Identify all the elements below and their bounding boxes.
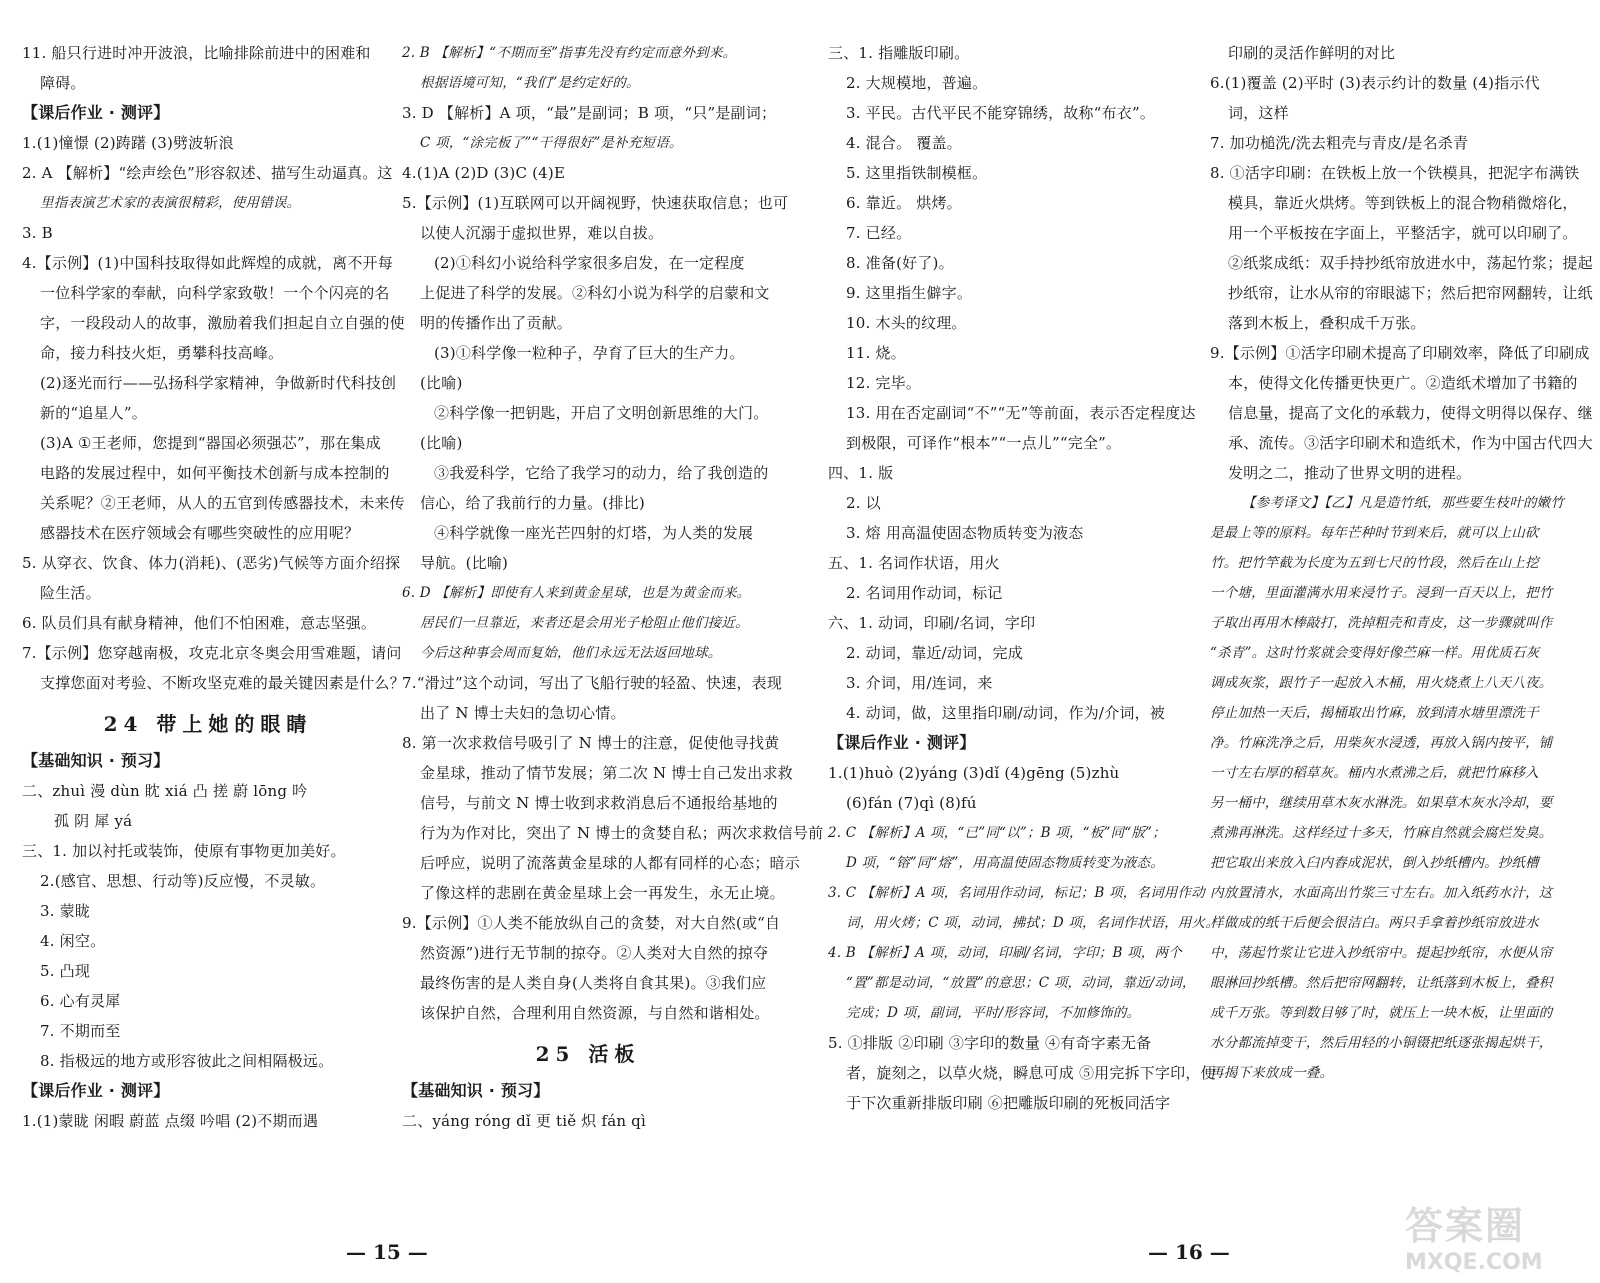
text-line: 二、yáng róng dǐ 更 tiě 炽 fán qì — [402, 1112, 646, 1130]
text-line: 4. 闲空。 — [40, 932, 106, 950]
text-line: 9.【示例】①活字印刷术提高了印刷效率，降低了印刷成 — [1210, 344, 1590, 362]
text-line: 出了 N 博士夫妇的急切心情。 — [420, 704, 626, 722]
text-line: 险生活。 — [40, 584, 101, 602]
text-line: 8. 准备(好了)。 — [846, 254, 954, 272]
text-line: 7. 已经。 — [846, 224, 912, 242]
text-line: “杀青”。这时竹浆就会变得好像苎麻一样。用优质石灰 — [1210, 645, 1540, 661]
text-line: 1.(1)huò (2)yáng (3)dǐ (4)gēng (5)zhù — [828, 764, 1120, 782]
text-line: 承、流传。③活字印刷术和造纸术，作为中国古代四大 — [1228, 434, 1593, 452]
text-line: 子取出再用木棒敲打，洗掉粗壳和青皮，这一步骤就叫作 — [1210, 615, 1553, 631]
text-line: 8. 指极远的地方或形容彼此之间相隔极远。 — [40, 1052, 334, 1070]
text-line: 停止加热一天后，揭桶取出竹麻，放到清水塘里漂洗干 — [1210, 705, 1539, 721]
text-line: 2. C 【解析】A 项，“已”同“以”；B 项，“板”同“版”； — [828, 825, 1166, 841]
text-line: 根据语境可知，“我们”是约定好的。 — [420, 75, 640, 91]
text-line: 4. 混合。 覆盖。 — [846, 134, 962, 152]
text-line: C 项，“涂完板了”“干得很好”是补充短语。 — [420, 135, 683, 151]
text-line: 净。竹麻洗净之后，用柴灰水浸透，再放入锅内按平，铺 — [1210, 735, 1553, 751]
text-line: 3. B — [22, 224, 53, 242]
text-line: 本，使得文化传播更快更广。②造纸术增加了书籍的 — [1228, 374, 1578, 392]
text-line: 2.(感官、思想、行动等)反应慢，不灵敏。 — [40, 872, 326, 890]
text-line: 一个塘，里面灌满水用来浸竹子。浸到一百天以上，把竹 — [1210, 585, 1553, 601]
text-line: 里指表演艺术家的表演很精彩，使用错误。 — [40, 195, 301, 211]
text-line: 五、1. 名词作状语，用火 — [828, 554, 1000, 572]
text-line: 5. 从穿衣、饮食、体力(消耗)、(恶劣)气候等方面介绍探 — [22, 554, 401, 572]
text-line: 7. 加功槌洗/洗去粗壳与青皮/是名杀青 — [1210, 134, 1469, 152]
text-line: 4. 动词，做，这里指印刷/动词，作为/介词，被 — [846, 704, 1165, 722]
text-line: 7. 不期而至 — [40, 1022, 121, 1040]
text-line: 障碍。 — [40, 74, 86, 92]
text-line: 该保护自然，合理利用自然资源，与自然和谐相处。 — [420, 1004, 770, 1022]
text-line: 以使人沉溺于虚拟世界，难以自拔。 — [420, 224, 664, 242]
section-heading: 【基础知识 · 预习】 — [22, 751, 170, 770]
text-line: 三、1. 指雕版印刷。 — [828, 44, 970, 62]
column-1 — [22, 38, 405, 1136]
text-line: 13. 用在否定副词“不”“无”等前面，表示否定程度达 — [846, 404, 1196, 422]
text-line: 2. 以 — [846, 494, 881, 512]
text-line: 7.【示例】您穿越南极，攻克北京冬奥会用雪难题，请问 — [22, 644, 402, 662]
text-line: 发明之二，推动了世界文明的进程。 — [1228, 464, 1472, 482]
text-line: 2. 名词用作动词，标记 — [846, 584, 1003, 602]
lesson-title: 24 带上她的眼睛 — [103, 712, 313, 736]
text-line: 样做成的纸干后便会很洁白。两只手拿着抄纸帘放进水 — [1210, 915, 1539, 931]
text-line: 中，荡起竹浆让它进入抄纸帘中。提起抄纸帘，水便从帘 — [1210, 945, 1553, 961]
text-line: 明的传播作出了贡献。 — [420, 314, 573, 332]
text-line: 2. B 【解析】“不期而至”指事先没有约定而意外到来。 — [402, 45, 737, 61]
text-line: 感器技术在医疗领域会有哪些突破性的应用呢？ — [40, 524, 360, 542]
column-2 — [402, 38, 824, 1136]
text-line: 是最上等的原料。每年芒种时节到来后，就可以上山砍 — [1210, 525, 1539, 541]
text-line: 6. 靠近。 烘烤。 — [846, 194, 962, 212]
text-line: ④科学就像一座光芒四射的灯塔，为人类的发展 — [434, 524, 754, 542]
text-line: 8. ①活字印刷：在铁板上放一个铁模具，把泥字布满铁 — [1210, 164, 1580, 182]
text-line: 了像这样的悲剧在黄金星球上会一再发生，永无止境。 — [420, 884, 785, 902]
text-line: 内放置清水，水面高出竹浆三寸左右。加入纸药水汁，这 — [1210, 885, 1553, 901]
text-line: 3. 介词，用/连词，来 — [846, 674, 993, 692]
text-line: 模具，靠近火烘烤。等到铁板上的混合物稍微熔化， — [1228, 194, 1578, 212]
section-heading: 【课后作业 · 测评】 — [22, 1081, 170, 1100]
text-line: 9.【示例】①人类不能放纵自己的贪婪，对大自然(或“自 — [402, 914, 781, 932]
section-heading: 【课后作业 · 测评】 — [22, 103, 170, 122]
text-line: 10. 木头的纹理。 — [846, 314, 967, 332]
text-line: ②科学像一把钥匙，开启了文明创新思维的大门。 — [434, 404, 769, 422]
text-line: “置”都是动词，“放置”的意思；C 项，动词，靠近/动词， — [846, 975, 1196, 991]
text-line: 三、1. 加以衬托或装饰，使原有事物更加美好。 — [22, 842, 346, 860]
text-line: 再揭下来放成一叠。 — [1210, 1065, 1334, 1081]
text-line: 9. 这里指生僻字。 — [846, 284, 973, 302]
text-line: 电路的发展过程中，如何平衡技术创新与成本控制的 — [40, 464, 390, 482]
text-line: 4.(1)A (2)D (3)C (4)E — [402, 164, 566, 182]
text-line: 3. 熔 用高温使固态物质转变为液态 — [846, 524, 1084, 542]
text-line: 金星球，推动了情节发展；第二次 N 博士自己发出求救 — [420, 764, 793, 782]
text-line: 上促进了科学的发展。②科幻小说为科学的启蒙和文 — [420, 284, 770, 302]
text-line: 最终伤害的是人类自身(人类将自食其果)。③我们应 — [420, 974, 767, 992]
text-line: 印刷的灵活作鲜明的对比 — [1228, 44, 1396, 62]
text-line: 1.(1)憧憬 (2)踌躇 (3)劈波斩浪 — [22, 134, 234, 152]
text-line: 眼淋回抄纸槽。然后把帘网翻转，让纸落到木板上，叠积 — [1210, 975, 1553, 991]
watermark-url: MXQE.COM — [1405, 1250, 1543, 1275]
text-line: ②纸浆成纸：双手持抄纸帘放进水中，荡起竹浆；提起 — [1228, 254, 1593, 272]
text-line: 8. 第一次求救信号吸引了 N 博士的注意，促使他寻找黄 — [402, 734, 780, 752]
text-line: 7.“滑过”这个动词，写出了飞船行驶的轻盈、快速，表现 — [402, 674, 783, 692]
text-line: 到极限，可译作“根本”“一点儿”“完全”。 — [846, 434, 1122, 452]
text-line: 关系呢？②王老师，从人的五官到传感器技术，未来传 — [40, 494, 405, 512]
text-line: (比喻) — [420, 434, 463, 452]
text-line: 1.(1)蒙眬 闲暇 蔚蓝 点缀 吟唱 (2)不期而遇 — [22, 1112, 319, 1130]
text-line: 把它取出来放入臼内舂成泥状，倒入抄纸槽内。抄纸槽 — [1210, 855, 1539, 871]
text-line: 孤 阴 犀 yá — [54, 812, 133, 830]
text-line: 2. 大规模地，普遍。 — [846, 74, 988, 92]
column-4 — [1210, 38, 1593, 1088]
watermark-logo: 答案圈 — [1405, 1204, 1526, 1248]
text-line: 导航。(比喻) — [420, 554, 509, 572]
text-line: 成千万张。等到数目够了时，就压上一块木板，让里面的 — [1210, 1005, 1553, 1021]
text-line: 另一桶中，继续用草木灰水淋洗。如果草木灰水冷却，要 — [1210, 795, 1553, 811]
text-line: 六、1. 动词，印刷/名词，字印 — [828, 614, 1036, 632]
text-line: ③我爱科学，它给了我学习的动力，给了我创造的 — [434, 464, 769, 482]
text-line: 煮沸再淋洗。这样经过十多天，竹麻自然就会腐烂发臭。 — [1210, 825, 1553, 841]
text-line: 11. 船只行进时冲开波浪，比喻排除前进中的困难和 — [22, 44, 371, 62]
text-line: 信心，给了我前行的力量。(排比) — [420, 494, 645, 512]
text-line: 2. A 【解析】“绘声绘色”形容叙述、描写生动逼真。这 — [22, 164, 393, 182]
lesson-title: 25 活板 — [535, 1042, 641, 1066]
text-line: 词，用火烤；C 项，动词，拂拭；D 项，名词作状语，用火。 — [846, 915, 1220, 931]
text-line: 6.(1)覆盖 (2)平时 (3)表示约计的数量 (4)指示代 — [1210, 74, 1540, 92]
text-line: 字，一段段动人的故事，激励着我们担起自立自强的使 — [40, 314, 405, 332]
text-line: 于下次重新排版印刷 ⑥把雕版印刷的死板同活字 — [846, 1094, 1171, 1112]
text-line: 行为为作对比，突出了 N 博士的贪婪自私；两次求救信号前 — [420, 824, 824, 842]
text-line: 词，这样 — [1228, 104, 1289, 122]
text-line: 居民们一旦靠近，来者还是会用光子枪阻止他们接近。 — [420, 615, 749, 631]
text-line: 落到木板上，叠积成千万张。 — [1228, 314, 1426, 332]
section-heading: 【课后作业 · 测评】 — [828, 733, 976, 752]
text-line: 6. D 【解析】即使有人来到黄金星球，也是为黄金而来。 — [402, 585, 751, 601]
text-line: 竹。把竹竿截为长度为五到七尺的竹段，然后在山上挖 — [1210, 555, 1539, 571]
text-line: 抄纸帘，让水从帘的帘眼滤下；然后把帘网翻转，让纸 — [1228, 284, 1593, 302]
text-line: 新的“追星人”。 — [40, 404, 147, 422]
text-line: (6)fán (7)qì (8)fú — [846, 794, 977, 812]
text-line: 后呼应，说明了流落黄金星球的人都有同样的心态；暗示 — [420, 854, 801, 872]
page-number-left: — 15 — — [346, 1240, 428, 1264]
text-line: (3)①科学像一粒种子，孕育了巨大的生产力。 — [434, 344, 745, 362]
text-line: 5. 凸现 — [40, 962, 91, 980]
text-line: (2)逐光而行——弘扬科学家精神，争做新时代科技创 — [40, 374, 397, 392]
text-line: 4. B 【解析】A 项，动词，印刷/名词，字印；B 项，两个 — [828, 945, 1182, 961]
text-line: 水分都流掉变干，然后用轻的小铜镊把纸逐张揭起烘干， — [1210, 1035, 1553, 1051]
page-number-right: — 16 — — [1148, 1240, 1230, 1264]
text-line: 今后这种事会周而复始，他们永远无法返回地球。 — [420, 645, 722, 661]
text-line: 完成；D 项，副词，平时/形容词，不加修饰的。 — [846, 1005, 1141, 1021]
text-line: 4.【示例】(1)中国科技取得如此辉煌的成就，离不开每 — [22, 254, 393, 272]
text-line: 【参考译文】【乙】凡是造竹纸，那些要生枝叶的嫩竹 — [1242, 495, 1565, 511]
text-line: 一位科学家的奉献，向科学家致敬！一个个闪亮的名 — [40, 284, 390, 302]
text-line: (比喻) — [420, 374, 463, 392]
text-line: 一寸左右厚的稻草灰。桶内水煮沸之后，就把竹麻移入 — [1210, 765, 1539, 781]
text-line: 调成灰浆，跟竹子一起放入木桶，用火烧煮上八天八夜。 — [1210, 675, 1553, 691]
text-line: 6. 心有灵犀 — [40, 992, 121, 1010]
text-line: 5. ①排版 ②印刷 ③字印的数量 ④有奇字素无备 — [828, 1034, 1152, 1052]
text-line: 支撑您面对考验、不断攻坚克难的最关键因素是什么？ — [40, 674, 405, 692]
watermark — [1405, 1195, 1575, 1275]
text-line: 四、1. 版 — [828, 464, 894, 482]
text-line: 信号，与前文 N 博士收到求救消息后不通报给基地的 — [420, 794, 778, 812]
text-line: 然资源”)进行无节制的掠夺。②人类对大自然的掠夺 — [420, 944, 769, 962]
text-line: 5. 这里指铁制模框。 — [846, 164, 988, 182]
text-line: 5.【示例】(1)互联网可以开阔视野，快速获取信息；也可 — [402, 194, 789, 212]
text-line: 者，旋刻之，以草火烧，瞬息可成 ⑤用完拆下字印，便 — [846, 1064, 1216, 1082]
text-line: (2)①科幻小说给科学家很多启发，在一定程度 — [434, 254, 745, 272]
text-line: 3. 平民。古代平民不能穿锦绣，故称“布衣”。 — [846, 104, 1156, 122]
section-heading: 【基础知识 · 预习】 — [402, 1081, 550, 1100]
text-line: (3)A ①王老师，您提到“器国必须强芯”，那在集成 — [40, 434, 381, 452]
text-line: 用一个平板按在字面上，平整活字，就可以印刷了。 — [1228, 224, 1578, 242]
text-line: 6. 队员们具有献身精神，他们不怕困难，意志坚强。 — [22, 614, 377, 632]
text-line: 命，接力科技火炬，勇攀科技高峰。 — [40, 344, 284, 362]
text-line: 二、zhuì 漫 dùn 眈 xiá 凸 搓 蔚 lōng 吟 — [22, 782, 308, 800]
text-line: 3. D 【解析】A 项，“最”是副词；B 项，“只”是副词； — [402, 104, 777, 122]
column-3 — [828, 38, 1220, 1118]
text-line: 11. 烧。 — [846, 344, 906, 362]
text-line: 2. 动词，靠近/动词，完成 — [846, 644, 1023, 662]
text-line: 12. 完毕。 — [846, 374, 922, 392]
text-line: 3. 蒙眬 — [40, 902, 91, 920]
text-line: 信息量，提高了文化的承载力，使得文明得以保存、继 — [1228, 404, 1593, 422]
text-line: D 项，“镕”同“熔”，用高温使固态物质转变为液态。 — [846, 855, 1164, 871]
text-line: 3. C 【解析】A 项，名词用作动词，标记；B 项，名词用作动 — [828, 885, 1205, 901]
